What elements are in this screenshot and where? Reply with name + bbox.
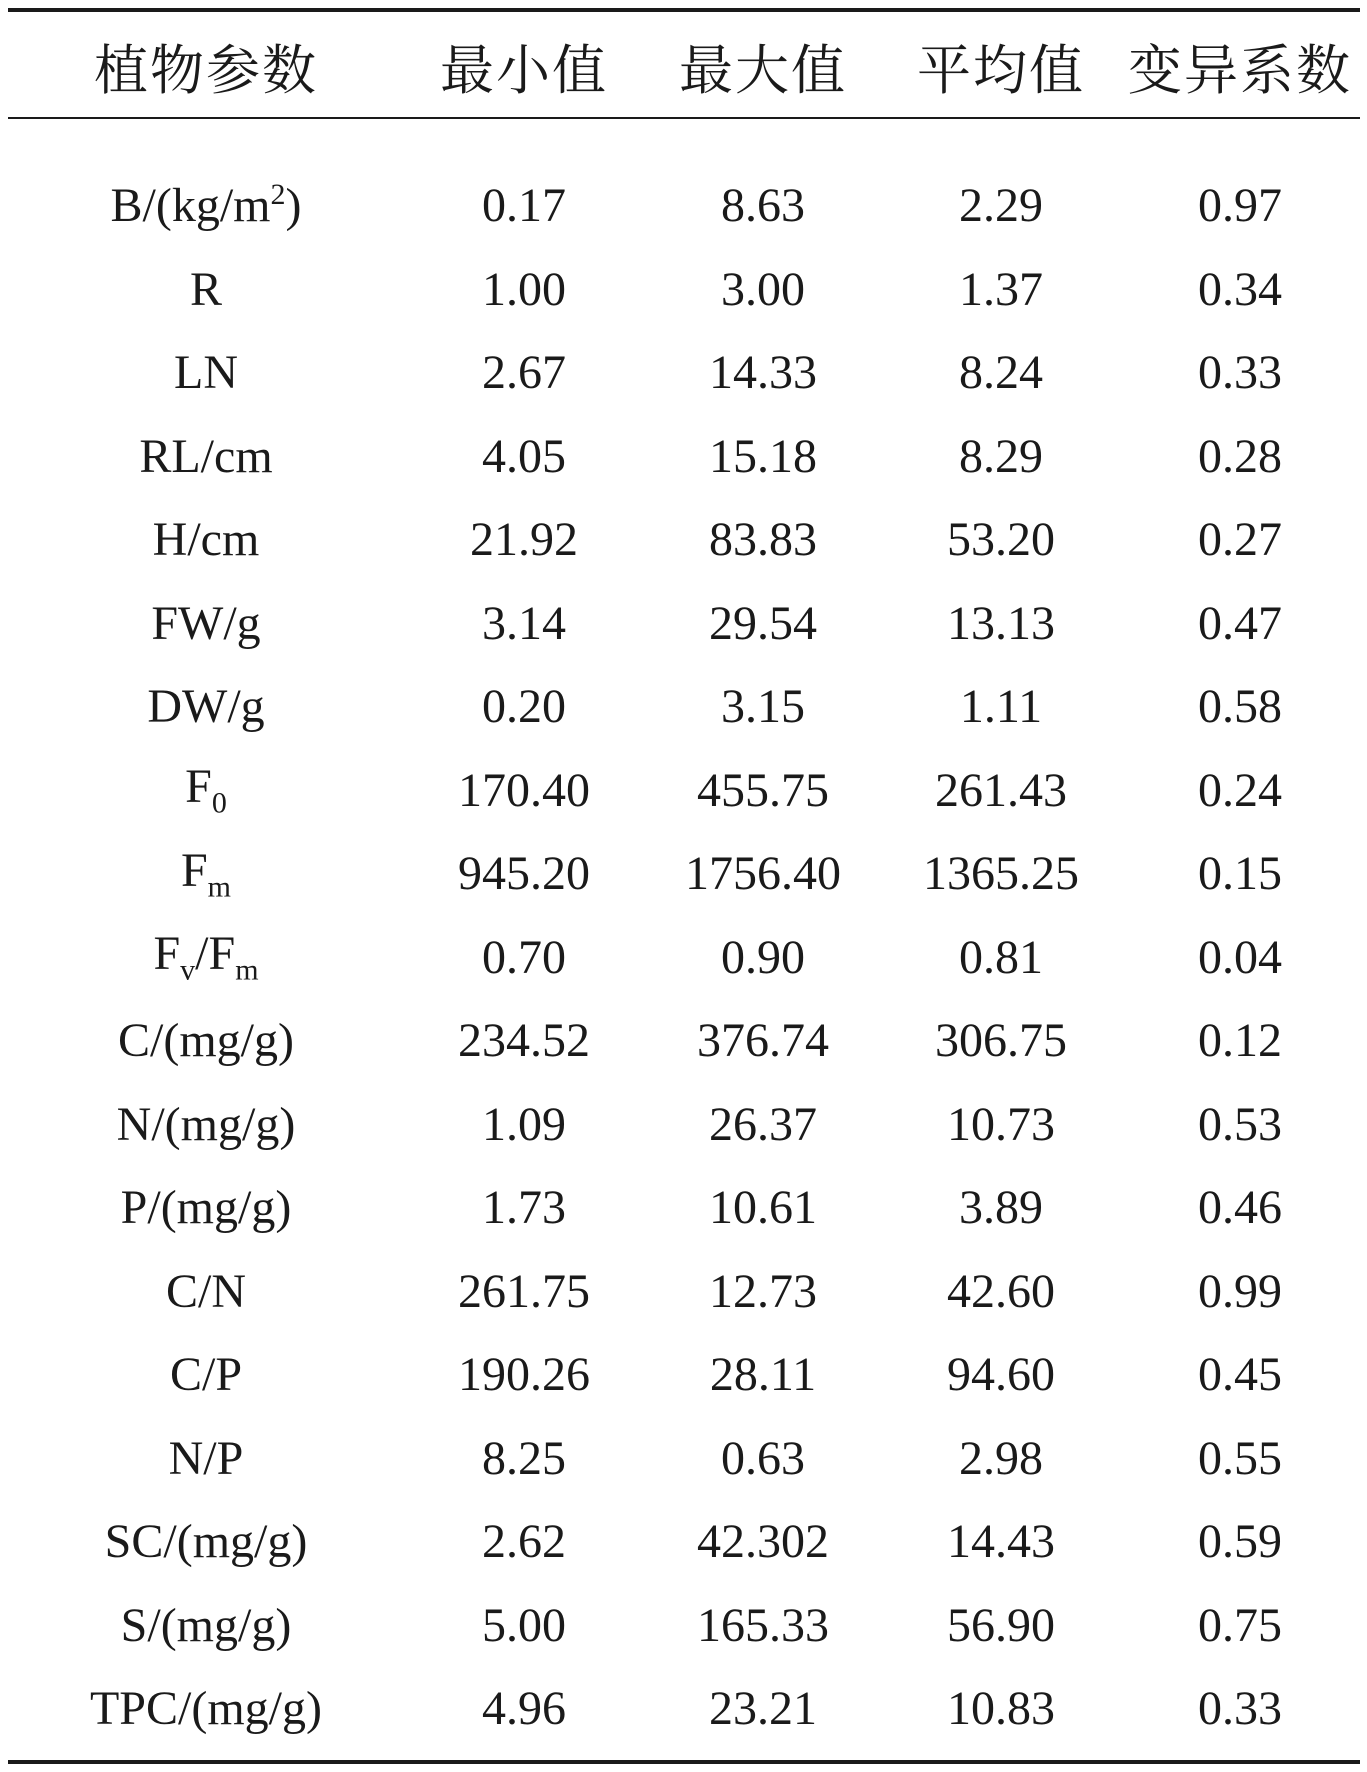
cell-mean: 1.37 bbox=[959, 262, 1043, 316]
header-max: 最大值 bbox=[679, 38, 847, 102]
cell-min: 945.20 bbox=[458, 847, 590, 901]
param-text: F bbox=[185, 760, 212, 814]
cell-max: 1756.40 bbox=[685, 847, 841, 901]
param-text: S/(mg/g) bbox=[120, 1598, 292, 1652]
cell-min: 190.26 bbox=[458, 1348, 590, 1402]
cell-param bbox=[8, 1500, 404, 1584]
cell-param bbox=[8, 498, 404, 582]
param-text-post: ) bbox=[285, 179, 302, 233]
table-row bbox=[8, 999, 1360, 1083]
table-row bbox=[8, 164, 1360, 248]
table-row bbox=[8, 916, 1360, 1000]
table-row bbox=[8, 665, 1360, 749]
table-row bbox=[8, 1250, 1360, 1334]
cell-param bbox=[8, 1166, 404, 1250]
cell-cv: 0.12 bbox=[1198, 1014, 1282, 1068]
param-text: N/P bbox=[168, 1431, 244, 1485]
cell-min: 261.75 bbox=[458, 1264, 590, 1318]
table-top-rule bbox=[8, 8, 1360, 12]
cell-mean: 94.60 bbox=[947, 1348, 1055, 1402]
param-subscript-2: m bbox=[235, 954, 259, 988]
table-row bbox=[8, 1083, 1360, 1167]
header-cv: 变异系数 bbox=[1128, 38, 1352, 102]
cell-min: 170.40 bbox=[458, 763, 590, 817]
cell-cv: 0.59 bbox=[1198, 1515, 1282, 1569]
cell-param bbox=[8, 1333, 404, 1417]
param-text: R bbox=[189, 262, 222, 316]
param-text: FW/g bbox=[151, 596, 261, 650]
cell-mean: 8.29 bbox=[959, 429, 1043, 483]
table-bottom-rule bbox=[8, 1760, 1360, 1764]
cell-mean: 10.83 bbox=[947, 1682, 1055, 1736]
cell-mean: 13.13 bbox=[947, 596, 1055, 650]
cell-min: 8.25 bbox=[482, 1431, 566, 1485]
param-text: P/(mg/g) bbox=[120, 1181, 292, 1235]
cell-cv: 0.46 bbox=[1198, 1181, 1282, 1235]
cell-mean: 10.73 bbox=[947, 1097, 1055, 1151]
cell-min: 0.20 bbox=[482, 680, 566, 734]
plant-parameter-table bbox=[8, 14, 1360, 1751]
cell-cv: 0.04 bbox=[1198, 930, 1282, 984]
cell-max: 0.90 bbox=[721, 930, 805, 984]
table-row bbox=[8, 582, 1360, 666]
header-spacer bbox=[8, 118, 1360, 164]
param-text: N/(mg/g) bbox=[116, 1097, 296, 1151]
cell-param bbox=[8, 832, 404, 916]
cell-max: 29.54 bbox=[709, 596, 817, 650]
cell-cv: 0.24 bbox=[1198, 763, 1282, 817]
cell-min: 4.96 bbox=[482, 1682, 566, 1736]
cell-cv: 0.75 bbox=[1198, 1598, 1282, 1652]
cell-min: 0.17 bbox=[482, 179, 566, 233]
table-row bbox=[8, 1166, 1360, 1250]
param-text: DW/g bbox=[147, 680, 265, 734]
cell-mean: 3.89 bbox=[959, 1181, 1043, 1235]
table-row bbox=[8, 248, 1360, 332]
cell-mean: 8.24 bbox=[959, 346, 1043, 400]
cell-min: 5.00 bbox=[482, 1598, 566, 1652]
cell-cv: 0.47 bbox=[1198, 596, 1282, 650]
cell-max: 0.63 bbox=[721, 1431, 805, 1485]
table-row bbox=[8, 832, 1360, 916]
cell-param bbox=[8, 331, 404, 415]
cell-max: 12.73 bbox=[709, 1264, 817, 1318]
table-row bbox=[8, 498, 1360, 582]
cell-mean: 1365.25 bbox=[923, 847, 1079, 901]
cell-cv: 0.99 bbox=[1198, 1264, 1282, 1318]
param-text: RL/cm bbox=[139, 429, 273, 483]
header-param: 植物参数 bbox=[94, 38, 318, 102]
cell-max: 3.15 bbox=[721, 680, 805, 734]
cell-cv: 0.53 bbox=[1198, 1097, 1282, 1151]
cell-mean: 56.90 bbox=[947, 1598, 1055, 1652]
cell-min: 1.73 bbox=[482, 1181, 566, 1235]
cell-param bbox=[8, 749, 404, 833]
cell-min: 2.62 bbox=[482, 1515, 566, 1569]
cell-min: 0.70 bbox=[482, 930, 566, 984]
cell-cv: 0.28 bbox=[1198, 429, 1282, 483]
param-text: B/(kg/m bbox=[110, 179, 271, 233]
param-text: TPC/(mg/g) bbox=[89, 1682, 322, 1736]
cell-min: 21.92 bbox=[470, 513, 578, 567]
cell-max: 15.18 bbox=[709, 429, 817, 483]
param-text-mid: /F bbox=[195, 927, 236, 981]
cell-max: 10.61 bbox=[709, 1181, 817, 1235]
param-text: H/cm bbox=[152, 513, 260, 567]
param-text: C/P bbox=[169, 1348, 243, 1402]
cell-cv: 0.45 bbox=[1198, 1348, 1282, 1402]
cell-min: 1.00 bbox=[482, 262, 566, 316]
cell-cv: 0.55 bbox=[1198, 1431, 1282, 1485]
cell-param bbox=[8, 1584, 404, 1668]
cell-max: 83.83 bbox=[709, 513, 817, 567]
cell-min: 4.05 bbox=[482, 429, 566, 483]
cell-max: 455.75 bbox=[697, 763, 829, 817]
cell-cv: 0.97 bbox=[1198, 179, 1282, 233]
cell-cv: 0.58 bbox=[1198, 680, 1282, 734]
cell-max: 42.302 bbox=[697, 1515, 829, 1569]
cell-mean: 2.29 bbox=[959, 179, 1043, 233]
cell-cv: 0.15 bbox=[1198, 847, 1282, 901]
cell-param bbox=[8, 1667, 404, 1751]
cell-mean: 42.60 bbox=[947, 1264, 1055, 1318]
cell-max: 165.33 bbox=[697, 1598, 829, 1652]
cell-max: 8.63 bbox=[721, 179, 805, 233]
cell-mean: 2.98 bbox=[959, 1431, 1043, 1485]
header-min: 最小值 bbox=[440, 38, 608, 102]
param-text: LN bbox=[174, 346, 238, 400]
param-text: SC/(mg/g) bbox=[104, 1515, 308, 1569]
cell-mean: 0.81 bbox=[959, 930, 1043, 984]
cell-mean: 14.43 bbox=[947, 1515, 1055, 1569]
table-row bbox=[8, 331, 1360, 415]
cell-param bbox=[8, 248, 404, 332]
cell-max: 26.37 bbox=[709, 1097, 817, 1151]
param-text: C/N bbox=[165, 1264, 246, 1318]
cell-max: 3.00 bbox=[721, 262, 805, 316]
cell-mean: 1.11 bbox=[959, 680, 1043, 734]
cell-mean: 53.20 bbox=[947, 513, 1055, 567]
cell-min: 234.52 bbox=[458, 1014, 590, 1068]
cell-param bbox=[8, 164, 404, 248]
cell-param bbox=[8, 1083, 404, 1167]
cell-max: 23.21 bbox=[709, 1682, 817, 1736]
table-row bbox=[8, 1417, 1360, 1501]
cell-param bbox=[8, 1250, 404, 1334]
cell-mean: 261.43 bbox=[935, 763, 1067, 817]
table-row bbox=[8, 749, 1360, 833]
cell-param bbox=[8, 916, 404, 1000]
cell-min: 1.09 bbox=[482, 1097, 566, 1151]
param-subscript: m bbox=[207, 870, 232, 904]
table-row bbox=[8, 1584, 1360, 1668]
cell-param bbox=[8, 1417, 404, 1501]
cell-param bbox=[8, 415, 404, 499]
param-text: C/(mg/g) bbox=[118, 1014, 294, 1068]
cell-cv: 0.33 bbox=[1198, 1682, 1282, 1736]
cell-min: 3.14 bbox=[482, 596, 566, 650]
cell-min: 2.67 bbox=[482, 346, 566, 400]
cell-max: 376.74 bbox=[697, 1014, 829, 1068]
table-header-row bbox=[8, 14, 1360, 118]
cell-param bbox=[8, 999, 404, 1083]
cell-max: 14.33 bbox=[709, 346, 817, 400]
header-mean: 平均值 bbox=[917, 38, 1085, 102]
param-superscript: 2 bbox=[270, 178, 286, 212]
table-row bbox=[8, 415, 1360, 499]
param-subscript: 0 bbox=[211, 787, 227, 821]
param-text: F bbox=[153, 927, 181, 981]
cell-cv: 0.27 bbox=[1198, 513, 1282, 567]
param-text: F bbox=[180, 843, 208, 897]
cell-param bbox=[8, 582, 404, 666]
table-row bbox=[8, 1500, 1360, 1584]
table-row bbox=[8, 1333, 1360, 1417]
cell-cv: 0.33 bbox=[1198, 346, 1282, 400]
param-subscript: v bbox=[180, 954, 196, 988]
cell-max: 28.11 bbox=[709, 1348, 817, 1402]
table-row bbox=[8, 1667, 1360, 1751]
cell-param bbox=[8, 665, 404, 749]
cell-mean: 306.75 bbox=[935, 1014, 1067, 1068]
cell-cv: 0.34 bbox=[1198, 262, 1282, 316]
